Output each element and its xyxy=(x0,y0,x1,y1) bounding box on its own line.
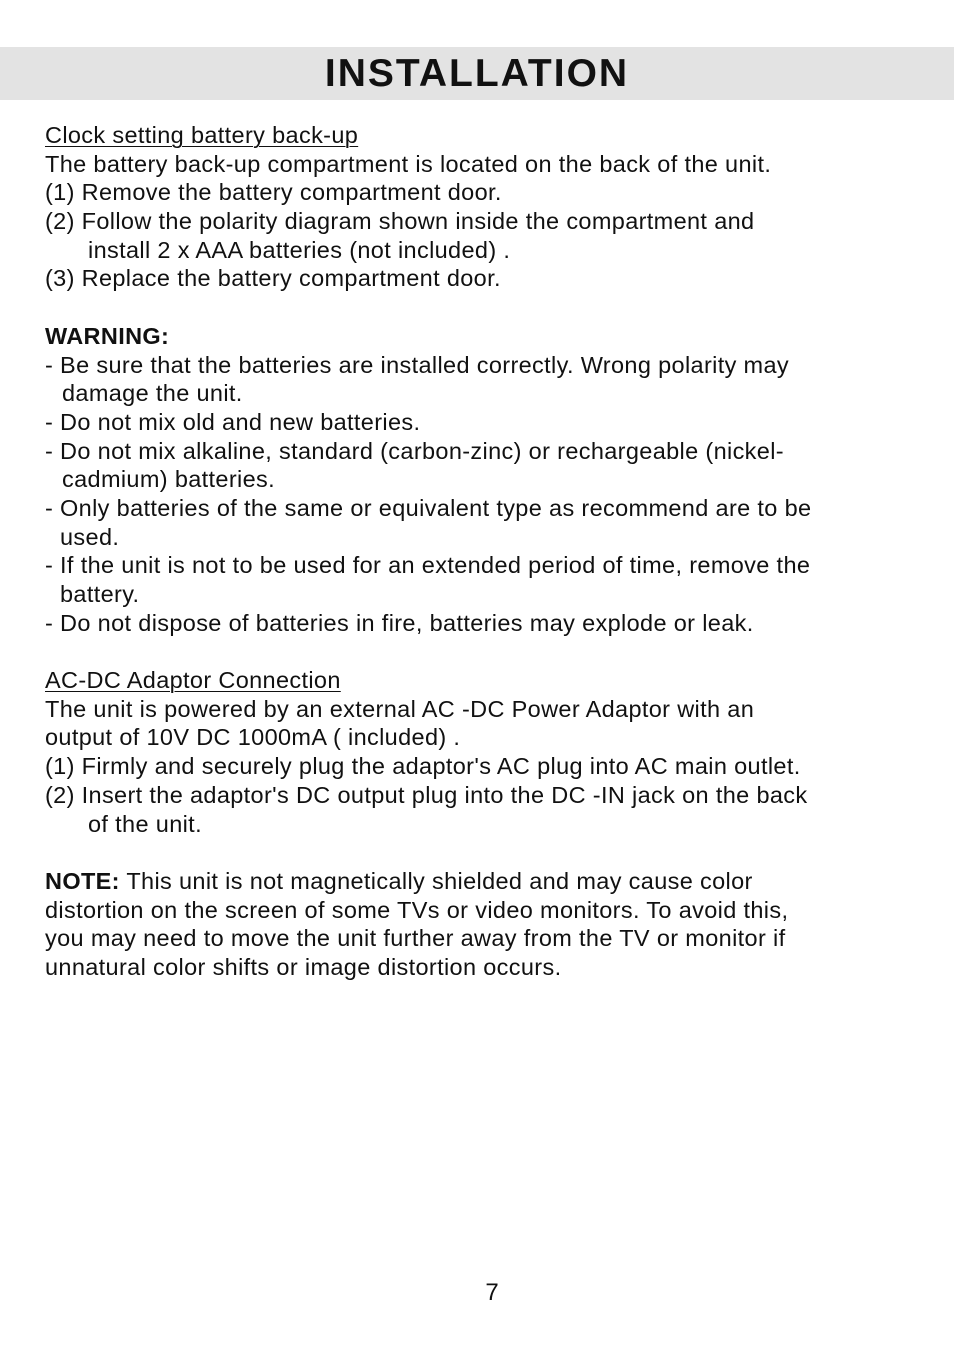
adaptor-step-2-cont: of the unit. xyxy=(88,810,202,837)
page-number: 7 xyxy=(485,1279,499,1306)
adaptor-heading: AC-DC Adaptor Connection xyxy=(45,667,341,694)
note-text-1: This unit is not magnetically shielded and may cause color xyxy=(119,867,753,894)
adaptor-step-1: (1) Firmly and securely plug the adaptor's AC plug into AC main outlet. xyxy=(45,753,801,780)
warning-item-5: - If the unit is not to be used for an extended period of time, remove the xyxy=(45,552,811,579)
note-line-3: you may need to move the unit further away from the TV or monitor if xyxy=(45,925,786,952)
adaptor-intro-1: The unit is powered by an external AC -DC Power Adaptor with an xyxy=(45,695,755,722)
warning-item-6: - Do not dispose of batteries in fire, batteries may explode or leak. xyxy=(45,609,754,636)
warning-item-4-cont: used. xyxy=(60,523,120,550)
spacer xyxy=(45,293,925,322)
note-line-2: distortion on the screen of some TVs or video monitors. To avoid this, xyxy=(45,896,789,923)
clock-intro: The battery back-up compartment is located on the back of the unit. xyxy=(45,150,772,177)
clock-step-2-cont: install 2 x AAA batteries (not included) . xyxy=(88,236,511,263)
adaptor-step-2: (2) Insert the adaptor's DC output plug into the DC -IN jack on the back xyxy=(45,781,808,808)
clock-heading: Clock setting battery back-up xyxy=(45,122,359,148)
warning-item-4: - Only batteries of the same or equivalent type as recommend are to be xyxy=(45,494,812,521)
spacer xyxy=(45,637,925,666)
warning-item-1-cont: damage the unit. xyxy=(62,380,243,407)
warning-item-5-cont: battery. xyxy=(60,581,140,607)
page-title: INSTALLATION xyxy=(324,52,630,95)
clock-step-2: (2) Follow the polarity diagram shown inside the compartment and xyxy=(45,208,755,235)
note-label: NOTE: xyxy=(45,867,120,894)
warning-item-3-cont: cadmium) batteries. xyxy=(62,466,275,493)
note-line-4: unnatural color shifts or image distortion occurs. xyxy=(45,953,562,980)
warning-item-1: - Be sure that the batteries are installed correctly. Wrong polarity may xyxy=(45,351,790,378)
note-line-1 xyxy=(45,867,925,896)
warning-item-2: - Do not mix old and new batteries. xyxy=(45,408,421,435)
warning-item-3: - Do not mix alkaline, standard (carbon-zinc) or rechargeable (nickel- xyxy=(45,437,784,464)
page-content xyxy=(45,121,925,982)
adaptor-intro-2: output of 10V DC 1000mA ( included) . xyxy=(45,724,461,751)
warning-heading: WARNING: xyxy=(45,322,170,349)
spacer xyxy=(45,838,925,867)
clock-step-3: (3) Replace the battery compartment door. xyxy=(45,265,501,292)
clock-step-1: (1) Remove the battery compartment door. xyxy=(45,179,502,206)
